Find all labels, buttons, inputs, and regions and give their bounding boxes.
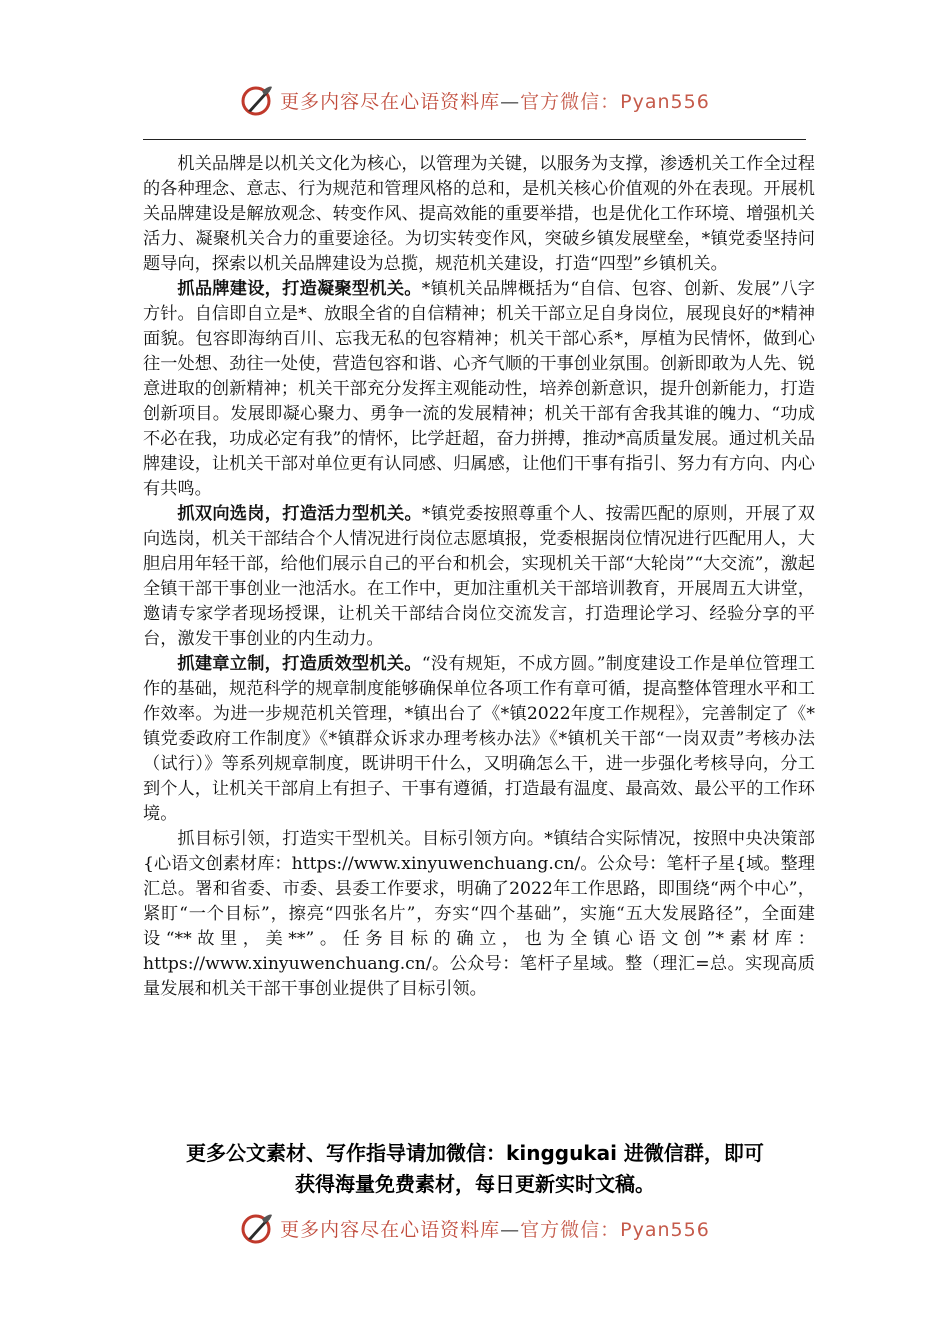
paragraph-heading: 抓品牌建设，打造凝聚型机关。 [177,279,422,299]
header-banner [0,80,950,120]
header-rule [143,139,806,140]
header-wechat: 官方微信：Pyan556 [520,90,710,113]
header-separator: — [500,90,521,113]
article-body [143,152,815,1002]
paragraph-heading: 抓双向选岗，打造活力型机关。 [177,504,422,524]
paragraph-intro: 机关品牌是以机关文化为核心，以管理为关键，以服务为支撑，渗透机关工作全过程的各种理念、意志、行为规范和管理风格的总和，是机关核心价值观的外在表现。开展机关品牌建设是解放观念、转变作风、提高效能的重要举措，也是优化工作环境、增强机关活力、凝聚机关合力的重要途径。为切实转变作风，突破乡镇发展壁垒，*镇党委坚持问题导向，探索以机关品牌建设为总揽，规范机关建设，打造“四型”乡镇机关。 [143,154,815,274]
header-brand: 更多内容尽在心语资料库 [280,90,501,113]
quill-pen-logo-icon [240,83,274,117]
footer-banner [0,1208,950,1248]
promo-line-1: 更多公文素材、写作指导请加微信：kinggukai 进微信群，即可 [186,1141,764,1165]
footer-brand: 更多内容尽在心语资料库 [280,1218,501,1241]
paragraph-two-way-selection: 抓双向选岗，打造活力型机关。*镇党委按照尊重个人、按需匹配的原则，开展了双向选岗，机关干部结合个人情况进行岗位志愿填报，党委根据岗位情况进行匹配用人，大胆启用年轻干部，给他们展示自己的平台和机会，实现机关干部“大轮岗”“大交流”，激起全镇干部干事创业一池活水。在工作中，更加注重机关干部培训教育，开展周五大讲堂，邀请专家学者现场授课，让机关干部结合岗位交流发言，打造理论学习、经验分享的平台，激发干事创业的内生动力。 [143,504,815,649]
footer-separator: — [500,1218,521,1241]
paragraph-brand-building: 抓品牌建设，打造凝聚型机关。*镇机关品牌概括为“自信、包容、创新、发展”八字方针。自信即自立是*、放眼全省的自信精神；机关干部立足自身岗位，展现良好的*精神面貌。包容即海纳百川、忘我无私的包容精神；机关干部心系*，厚植为民情怀，做到心往一处想、劲往一处使，营造包容和谐、心齐气顺的干事创业氛围。创新即敢为人先、锐意进取的创新精神；机关干部充分发挥主观能动性，培养创新意识，提升创新能力，打造创新项目。发展即凝心聚力、勇争一流的发展精神；机关干部有舍我其谁的魄力、“功成不必在我，功成必定有我”的情怀，比学赶超，奋力拼搏，推动*高质量发展。通过机关品牌建设，让机关干部对单位更有认同感、归属感，让他们干事有指引、努力有方向、内心有共鸣。 [143,279,815,499]
quill-pen-logo-icon [240,1211,274,1245]
paragraph-goal-guidance: 抓目标引领，打造实干型机关。目标引领方向。*镇结合实际情况，按照中央决策部{心语文创素材库：https://www.xinyuwenchuang.cn/。公众号：笔杆子星{域。整理汇总。署和省委、市委、县委工作要求，明确了2022年工作思路，即围绕“两个中心”，紧盯“一个目标”，擦亮“四张名片”，夯实“四个基础”，实施“五大发展路径”，全面建设“**故里，美**”。任务目标的确立，也为全镇心语文创”*素材库：https://www.xinyuwenchuang.cn/。公众号：笔杆子星域。整（理汇=总。实现高质量发展和机关干部干事创业提供了目标引领。 [143,829,815,999]
footer-wechat: 官方微信：Pyan556 [520,1218,710,1241]
promo-line-2: 获得海量免费素材，每日更新实时文稿。 [295,1172,655,1196]
paragraph-heading: 抓建章立制，打造质效型机关。 [177,654,422,674]
promo-notice [100,1138,850,1200]
paragraph-rules-system: 抓建章立制，打造质效型机关。“没有规矩，不成方圆。”制度建设工作是单位管理工作的基础，规范科学的规章制度能够确保单位各项工作有章可循，提高整体管理水平和工作效率。为进一步规范机关管理，*镇出台了《*镇2022年度工作规程》，完善制定了《*镇党委政府工作制度》《*镇群众诉求办理考核办法》《*镇机关干部“一岗双责”考核办法（试行）》等系列规章制度，既讲明干什么，又明确怎么干，进一步强化考核导向，分工到个人，让机关干部肩上有担子、干事有遵循，打造最有温度、最高效、最公平的工作环境。 [143,654,815,824]
